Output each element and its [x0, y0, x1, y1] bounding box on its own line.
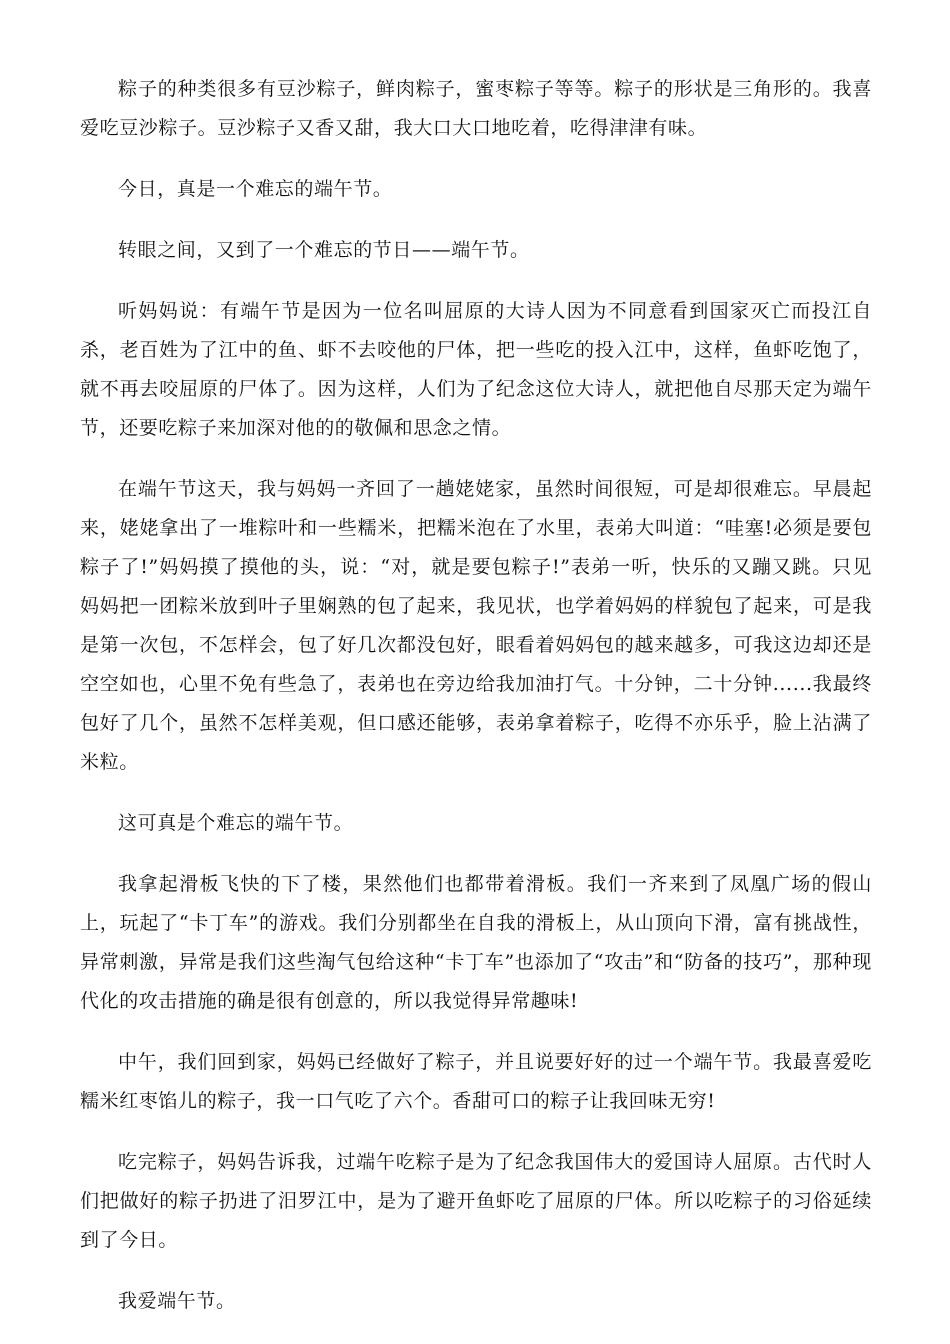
- paragraph-qu-yuan-story: 听妈妈说：有端午节是因为一位名叫屈原的大诗人因为不同意看到国家灭亡而投江自杀，老百姓为了江中的鱼、虾不去咬他的尸体，把一些吃的投入江中，这样，鱼虾吃饱了，就不再去咬屈原的尸体了。因为这样，人们为了纪念这位大诗人，就把他自尽那天定为端午节，还要吃粽子来加深对他的的敬佩和思念之情。: [80, 300, 872, 439]
- document-page: [80, 70, 872, 1343]
- paragraph-festival-arrives: 转眼之间，又到了一个难忘的节日——端午节。: [118, 239, 530, 261]
- paragraph-custom-origin: 吃完粽子，妈妈告诉我，过端午吃粽子是为了纪念我国伟大的爱国诗人屈原。古代时人们把做好的粽子扔进了汨罗江中，是为了避开鱼虾吃了屈原的尸体。所以吃粽子的习俗延续到了今日。: [80, 1151, 872, 1251]
- paragraph-skateboard: 我拿起滑板飞快的下了楼，果然他们也都带着滑板。我们一齐来到了凤凰广场的假山上，玩起了“卡丁车”的游戏。我们分别都坐在自我的滑板上，从山顶向下滑，富有挑战性，异常刺激，异常是我们这些淘气包给这种“卡丁车”也添加了“攻击”和“防备的技巧”，那种现代化的攻击措施的确是很有创意的，所以我觉得异常趣味!: [80, 873, 872, 1012]
- paragraph-making-zongzi: 在端午节这天，我与妈妈一齐回了一趟姥姥家，虽然时间很短，可是却很难忘。早晨起来，姥姥拿出了一堆粽叶和一些糯米，把糯米泡在了水里，表弟大叫道：“哇塞!必须是要包粽子了!”妈妈摸了摸他的头，说：“对，就是要包粽子!”表弟一听，快乐的又蹦又跳。只见妈妈把一团粽米放到叶子里娴熟的包了起来，我见状，也学着妈妈的样貌包了起来，可是我是第一次包，不怎样会，包了好几次都没包好，眼看着妈妈包的越来越多，可我这边却还是空空如也，心里不免有些急了，表弟也在旁边给我加油打气。十分钟，二十分钟......我最终包好了几个，虽然不怎样美观，但口感还能够，表弟拿着粽子，吃得不亦乐乎，脸上沾满了米粒。: [80, 478, 872, 773]
- paragraph-closing: 我爱端午节。: [118, 1290, 236, 1312]
- paragraph-lunch: 中午，我们回到家，妈妈已经做好了粽子，并且说要好好的过一个端午节。我最喜爱吃糯米红枣馅儿的粽子，我一口气吃了六个。香甜可口的粽子让我回味无穷!: [80, 1051, 872, 1112]
- paragraph-zongzi-types: 粽子的种类很多有豆沙粽子，鲜肉粽子，蜜枣粽子等等。粽子的形状是三角形的。我喜爱吃豆沙粽子。豆沙粽子又香又甜，我大口大口地吃着，吃得津津有味。: [80, 78, 872, 139]
- paragraph-unforgettable-again: 这可真是个难忘的端午节。: [118, 812, 354, 834]
- paragraph-unforgettable-today: 今日，真是一个难忘的端午节。: [118, 178, 393, 200]
